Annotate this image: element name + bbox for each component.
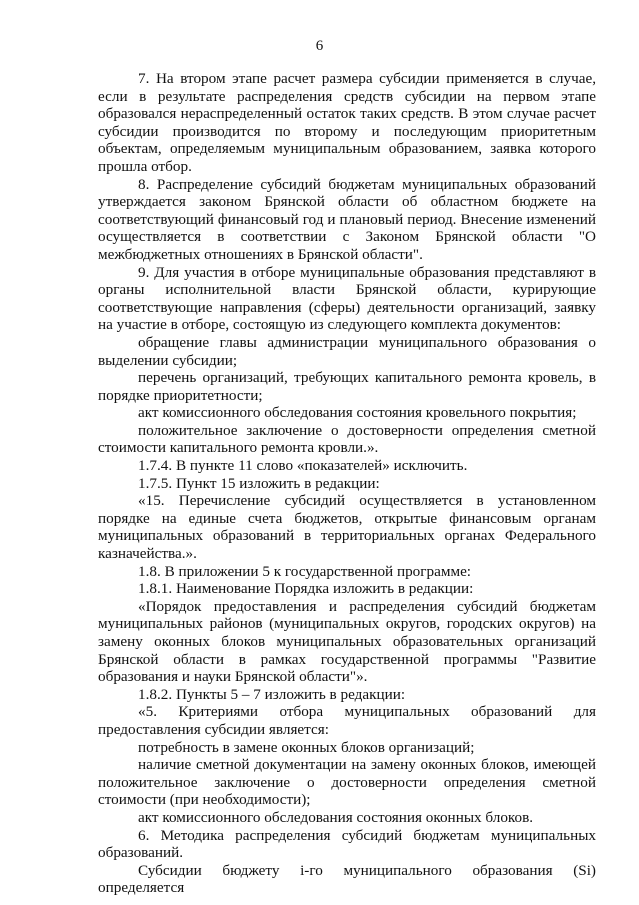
list-item-window-need: потребность в замене оконных блоков организаций; (138, 738, 475, 756)
paragraph-7: 7. На втором этапе расчет размера субсидии применяется в случае, если в результате распределения средств субсидии на первом этапе образовался нераспределенный остаток таких средств. В этом случае расчет субсидии производится по второму и последующим приоритетным объектам, определяемым муниципальным образованием, заявка которого прошла отбор. (98, 70, 596, 175)
list-item-organizations: перечень организаций, требующих капитального ремонта кровель, в порядке приоритетности; (98, 369, 596, 404)
clause-1-8: 1.8. В приложении 5 к государственной программе: (138, 562, 472, 580)
paragraph-5-criteria: «5. Критериями отбора муниципальных образований для предоставления субсидии является: (98, 703, 596, 738)
paragraph-15-quote: «15. Перечисление субсидий осуществляется в установленном порядке на единые счета бюджетов, открытые финансовым органам муниципальных образований в территориальных органах Федерального казначейства.». (98, 492, 596, 563)
paragraph-subsidy-formula: Субсидии бюджету i-го муниципального образования (Si) определяется (98, 861, 596, 897)
document-body (98, 70, 596, 897)
list-item-window-act: акт комиссионного обследования состояния оконных блоков. (138, 808, 534, 826)
paragraph-8: 8. Распределение субсидий бюджетам муниципальных образований утверждается законом Брянской области об областном бюджете на соответствующий финансовый год и плановый период. Внесение изменений осуществляется в соответствии с Законом Брянской области "О межбюджетных отношениях в Брянской области". (98, 175, 596, 263)
list-item-roof-act: акт комиссионного обследования состояния кровельного покрытия; (138, 404, 577, 422)
procedure-title-quote: «Порядок предоставления и распределения субсидий бюджетам муниципальных районов (муниципальных округов, городских округов) на замену оконных блоков муниципальных образовательных организаций Брянской области в рамках государственной программы "Развитие образования и науки Брянской области"». (98, 597, 596, 686)
list-item-estimate-docs: наличие сметной документации на замену оконных блоков, имеющей положительное заключение о достоверности определения сметной стоимости (при необходимости); (98, 756, 596, 809)
clause-1-8-2: 1.8.2. Пункты 5 – 7 изложить в редакции: (138, 685, 406, 703)
list-item-appeal: обращение главы администрации муниципального образования о выделении субсидии; (98, 333, 596, 369)
paragraph-9: 9. Для участия в отборе муниципальные образования представляют в органы исполнительной власти Брянской области, курирующие соответствующие направления (сферы) деятельности организаций, заявку на участие в отборе, состоящую из следующего комплекта документов: (98, 263, 596, 334)
paragraph-6-methodology: 6. Методика распределения субсидий бюджетам муниципальных образований. (98, 826, 596, 862)
page-number: 6 (315, 38, 324, 54)
clause-1-7-5: 1.7.5. Пункт 15 изложить в редакции: (138, 474, 380, 492)
clause-1-8-1: 1.8.1. Наименование Порядка изложить в редакции: (138, 580, 474, 598)
list-item-positive-conclusion: положительное заключение о достоверности определения сметной стоимости капитального ремонта кровли.». (98, 421, 596, 457)
clause-1-7-4: 1.7.4. В пункте 11 слово «показателей» исключить. (138, 457, 468, 475)
